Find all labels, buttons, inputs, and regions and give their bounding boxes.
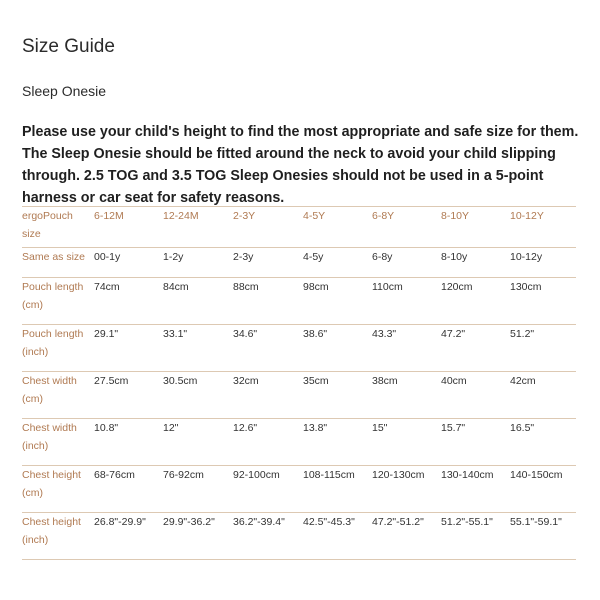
- row-label: Chest height (cm): [22, 466, 94, 513]
- table-cell: 98cm: [303, 278, 372, 325]
- table-row: [22, 248, 576, 278]
- table-cell: 15": [372, 419, 441, 466]
- table-cell: 47.2": [441, 325, 510, 372]
- table-header-row: [22, 207, 576, 248]
- column-header: 2-3Y: [233, 207, 303, 248]
- table-cell: 51.2": [510, 325, 576, 372]
- table-cell: 38.6": [303, 325, 372, 372]
- table-row: [22, 513, 576, 560]
- column-header: 10-12Y: [510, 207, 576, 248]
- page-title: Size Guide: [22, 36, 115, 57]
- table-row: [22, 419, 576, 466]
- table-cell: 55.1"-59.1": [510, 513, 576, 560]
- product-subtitle: Sleep Onesie: [22, 83, 107, 99]
- table-cell: 15.7": [441, 419, 510, 466]
- column-header-corner: ergoPouch size: [22, 207, 94, 248]
- column-header: 8-10Y: [441, 207, 510, 248]
- table-cell: 29.1": [94, 325, 163, 372]
- table-cell: 26.8"-29.9": [94, 513, 163, 560]
- table-cell: 140-150cm: [510, 466, 576, 513]
- table-cell: 84cm: [163, 278, 233, 325]
- table-cell: 120-130cm: [372, 466, 441, 513]
- table-cell: 88cm: [233, 278, 303, 325]
- table-cell: 130-140cm: [441, 466, 510, 513]
- table-cell: 30.5cm: [163, 372, 233, 419]
- table-cell: 36.2"-39.4": [233, 513, 303, 560]
- table-cell: 68-76cm: [94, 466, 163, 513]
- row-label: Same as size: [22, 248, 94, 278]
- row-label: Chest width (cm): [22, 372, 94, 419]
- table-cell: 110cm: [372, 278, 441, 325]
- table-cell: 12": [163, 419, 233, 466]
- table-cell: 42.5"-45.3": [303, 513, 372, 560]
- column-header: 4-5Y: [303, 207, 372, 248]
- table-cell: 120cm: [441, 278, 510, 325]
- table-cell: 10.8": [94, 419, 163, 466]
- table-cell: 1-2y: [163, 248, 233, 278]
- table-cell: 8-10y: [441, 248, 510, 278]
- table-cell: 32cm: [233, 372, 303, 419]
- table-cell: 34.6": [233, 325, 303, 372]
- row-label: Chest width (inch): [22, 419, 94, 466]
- size-table: [22, 206, 576, 560]
- table-row: [22, 372, 576, 419]
- column-header: 6-12M: [94, 207, 163, 248]
- table-cell: 33.1": [163, 325, 233, 372]
- table-cell: 6-8y: [372, 248, 441, 278]
- table-cell: 92-100cm: [233, 466, 303, 513]
- column-header: 6-8Y: [372, 207, 441, 248]
- table-cell: 29.9"-36.2": [163, 513, 233, 560]
- table-cell: 76-92cm: [163, 466, 233, 513]
- table-cell: 35cm: [303, 372, 372, 419]
- table-cell: 2-3y: [233, 248, 303, 278]
- table-cell: 108-115cm: [303, 466, 372, 513]
- table-cell: 12.6": [233, 419, 303, 466]
- table-cell: 43.3": [372, 325, 441, 372]
- table-cell: 51.2"-55.1": [441, 513, 510, 560]
- row-label: Pouch length (inch): [22, 325, 94, 372]
- table-row: [22, 278, 576, 325]
- table-cell: 13.8": [303, 419, 372, 466]
- table-cell: 74cm: [94, 278, 163, 325]
- table-cell: 40cm: [441, 372, 510, 419]
- table-cell: 4-5y: [303, 248, 372, 278]
- table-cell: 130cm: [510, 278, 576, 325]
- row-label: Chest height (inch): [22, 513, 94, 560]
- table-cell: 00-1y: [94, 248, 163, 278]
- row-label: Pouch length (cm): [22, 278, 94, 325]
- table-cell: 38cm: [372, 372, 441, 419]
- size-guide-intro: Please use your child's height to find the most appropriate and safe size for them. The Sleep Onesie should be fitted around the neck to avoid your child slipping through. 2.5 TOG and 3.5 TOG Sleep Onesies should not be used in a 5-point harness or car seat for safety reasons.: [22, 124, 579, 206]
- table-row: [22, 466, 576, 513]
- table-cell: 27.5cm: [94, 372, 163, 419]
- table-cell: 10-12y: [510, 248, 576, 278]
- column-header: 12-24M: [163, 207, 233, 248]
- table-cell: 47.2"-51.2": [372, 513, 441, 560]
- table-row: [22, 325, 576, 372]
- table-cell: 16.5": [510, 419, 576, 466]
- table-cell: 42cm: [510, 372, 576, 419]
